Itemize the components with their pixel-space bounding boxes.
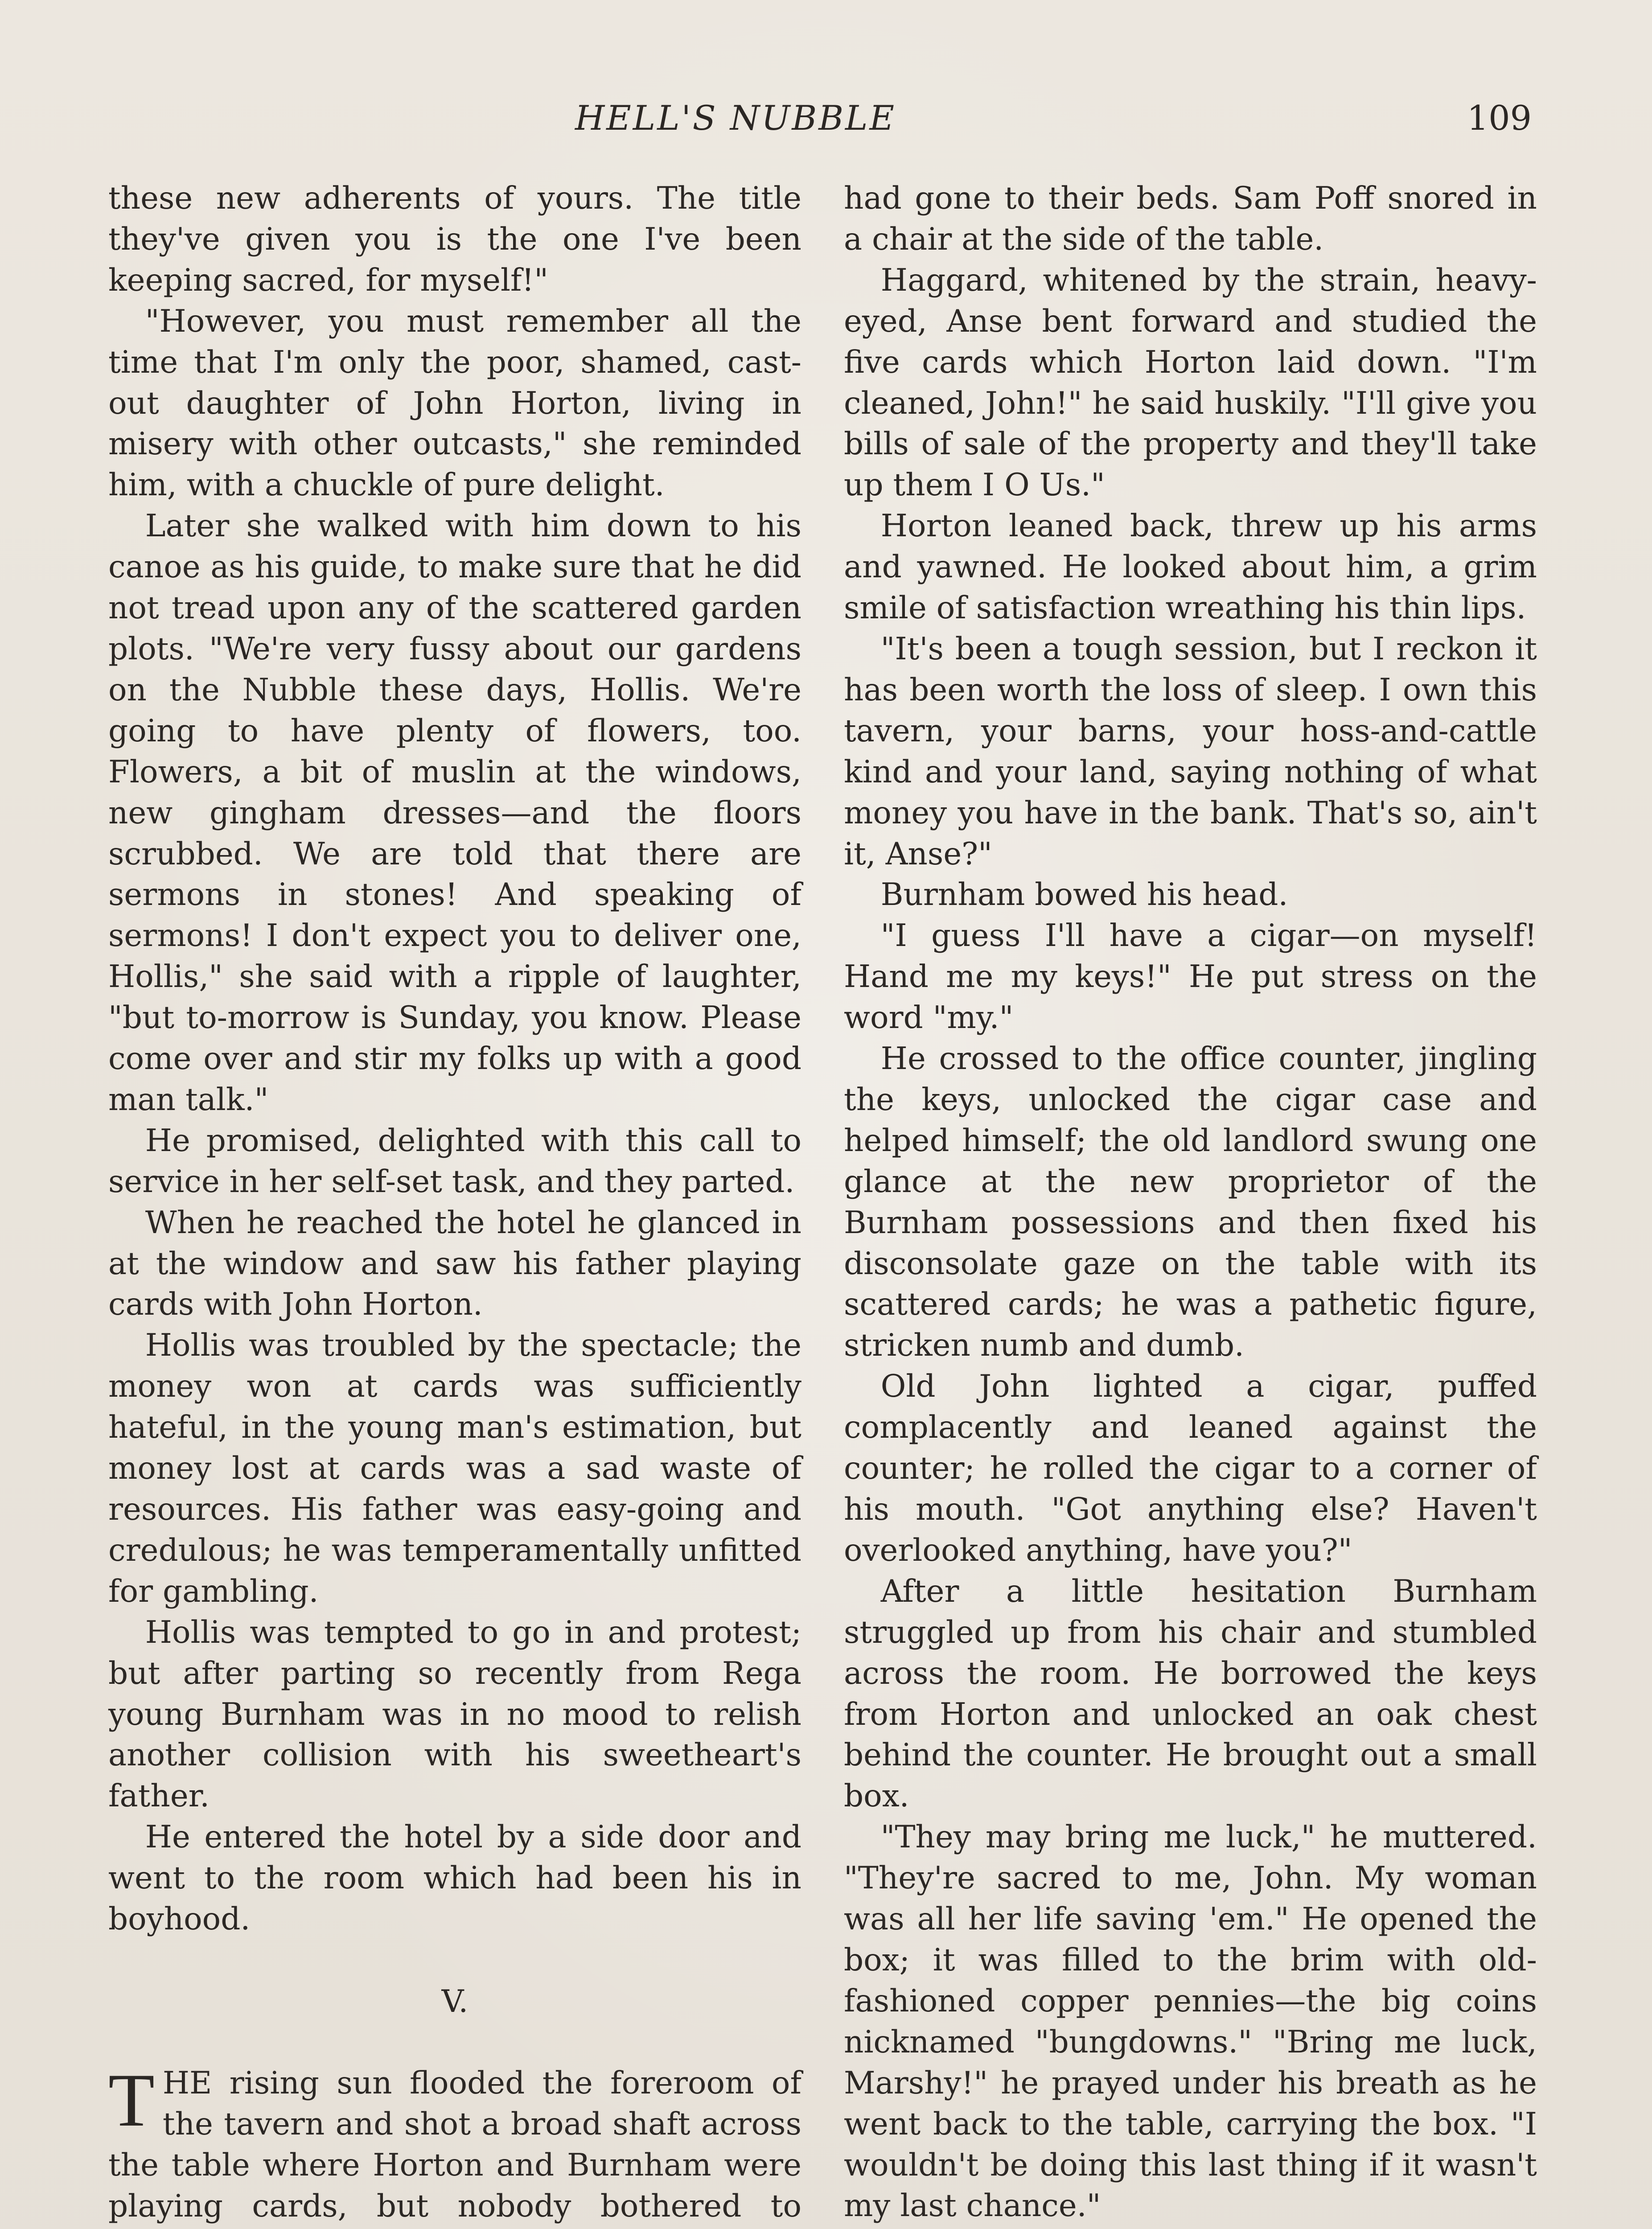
paragraph: "It's been a tough session, but I reckon it has been worth the loss of sleep. I own this tavern, your barns, your hoss-and-cattle kind and your land, saying nothing of what money you have in the bank. That's so, ain't it, Anse?" bbox=[844, 631, 1537, 872]
paragraph: had gone to their beds. Sam Poff snored in a chair at the side of the table. bbox=[844, 181, 1537, 257]
section-opening-paragraph bbox=[108, 2058, 801, 2229]
section-heading: V. bbox=[441, 1983, 468, 2019]
right-column bbox=[844, 178, 1537, 2229]
paragraph: these new adherents of yours. The title they've given you is the one I've been keeping sacred, for myself!" bbox=[108, 181, 801, 298]
left-column bbox=[108, 178, 801, 2229]
paragraph: "I guess I'll have a cigar—on myself! Hand me my keys!" He put stress on the word "my." bbox=[844, 918, 1537, 1036]
paragraph: He entered the hotel by a side door and went to the room which had been his in boyhood. bbox=[108, 1819, 801, 1937]
paragraph: Hollis was tempted to go in and protest; but after parting so recently from Rega young Burnham was in no mood to relish another collision with his sweetheart's father. bbox=[108, 1614, 801, 1814]
paragraph: Later she walked with him down to his canoe as his guide, to make sure that he did not tread upon any of the scattered garden plots. "We're very fussy about our gardens on the Nubble these days, Hollis. We're going to have plenty of flowers, too. Flowers, a bit of muslin at the windows, new gingham dresses—and the floors scrubbed. We are told that there are sermons in stones! And speaking of sermons! I don't expect you to deliver one, Hollis," she said with a ripple of laughter, "but to-morrow is Sunday, you know. Please come over and stir my folks up with a good man talk." bbox=[108, 508, 801, 1118]
running-title: HELL'S NUBBLE bbox=[575, 98, 896, 138]
paragraph: When he reached the hotel he glanced in at the window and saw his father playing cards with John Horton. bbox=[108, 1205, 801, 1323]
running-head bbox=[0, 98, 1652, 147]
paragraph: "However, you must remember all the time that I'm only the poor, shamed, cast-out daughter of John Horton, living in misery with other outcasts," she reminded him, with a chuckle of pure delight. bbox=[108, 303, 801, 503]
paragraph: Burnham bowed his head. bbox=[880, 877, 1288, 913]
paragraph: "They may bring me luck," he muttered. "They're sacred to me, John. My woman was all her life saving 'em." He opened the box; it was filled to the brim with old-fashioned copper pennies—the big coins nicknamed "bungdowns." "Bring me luck, Marshy!" he prayed under his breath as he went back to the table, carrying the box. "I wouldn't be doing this last thing if it wasn't my last chance." bbox=[844, 1819, 1537, 2224]
paragraph: After a little hesitation Burnham struggled up from his chair and stumbled across the room. He borrowed the keys from Horton and unlocked an oak chest behind the counter. He brought out a small box. bbox=[844, 1573, 1537, 1814]
paragraph-text: HE rising sun flooded the foreroom of the tavern and shot a broad shaft across the table where Horton and Burnham were playing cards, but nobody bothered to bbox=[108, 2065, 801, 2224]
paragraph: Horton leaned back, threw up his arms and yawned. He looked about him, a grim smile of satisfaction wreathing his thin lips. bbox=[844, 508, 1537, 626]
page-number: 109 bbox=[1467, 98, 1532, 138]
paragraph: Haggard, whitened by the strain, heavy-eyed, Anse bent forward and studied the five cards which Horton laid down. "I'm cleaned, John!" he said huskily. "I'll give you bills of sale of the property and they'll take up them I O Us." bbox=[844, 262, 1537, 503]
drop-cap: T bbox=[108, 2058, 155, 2142]
paragraph: Hollis was troubled by the spectacle; the money won at cards was sufficiently hateful, in the young man's estimation, but money lost at cards was a sad waste of resources. His father was easy-going and credulous; he was temperamentally unfitted for gambling. bbox=[108, 1328, 801, 1609]
paragraph bbox=[844, 2227, 1537, 2229]
paragraph: Old John lighted a cigar, puffed complacently and leaned against the counter; he rolled the cigar to a corner of his mouth. "Got anything else? Haven't overlooked anything, have you?" bbox=[844, 1369, 1537, 1568]
paragraph: He crossed to the office counter, jingling the keys, unlocked the cigar case and helped himself; the old landlord swung one glance at the new proprietor of the Burnham possessions and then fixed his disconsolate gaze on the table with its scattered cards; he was a pathetic figure, stricken numb and dumb. bbox=[844, 1041, 1537, 1364]
paragraph: He promised, delighted with this call to service in her self-set task, and they parted. bbox=[108, 1123, 801, 1200]
